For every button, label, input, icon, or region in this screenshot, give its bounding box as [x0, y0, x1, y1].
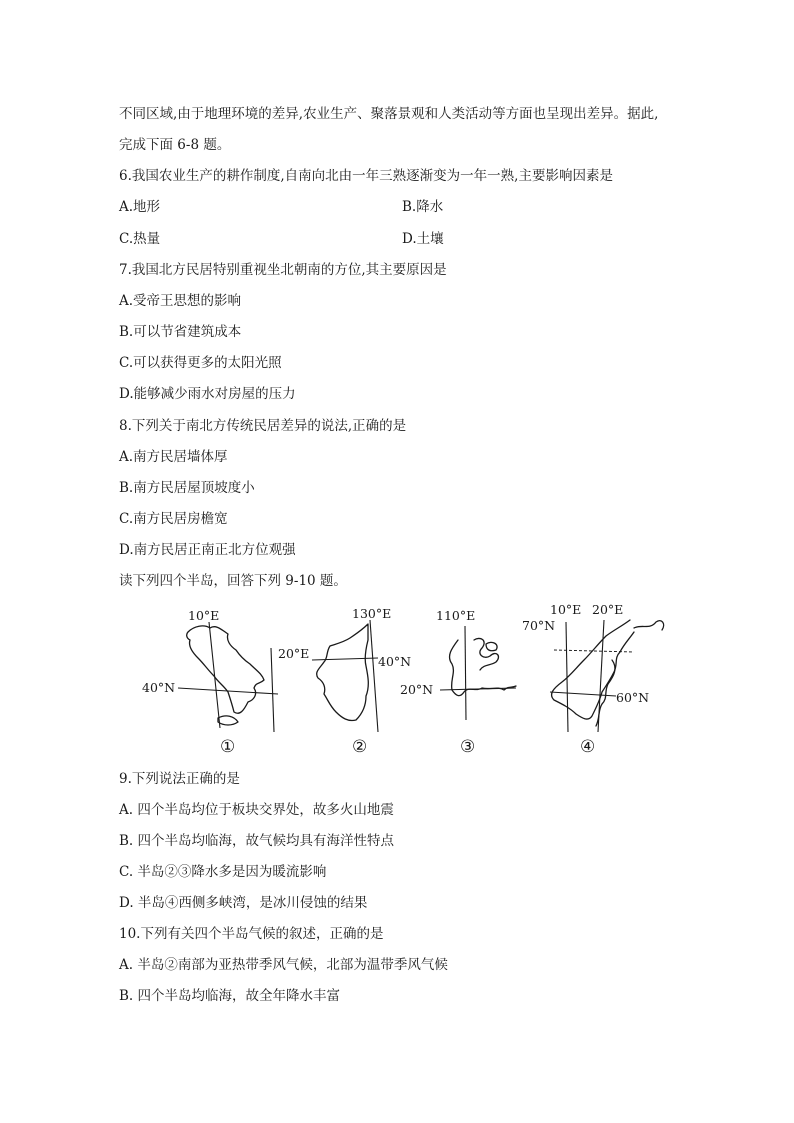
map-2-meridian-right	[370, 620, 378, 732]
q8-option-b: B.南方民居屋顶坡度小	[119, 480, 255, 496]
map-4-coast-arctic	[634, 621, 664, 630]
q9-option-c: C. 半岛②③降水多是因为暖流影响	[119, 864, 327, 880]
map-2-coast	[317, 624, 369, 721]
q6-option-b: B.降水	[402, 199, 444, 215]
q7-option-c: C.可以获得更多的太阳光照	[119, 355, 282, 371]
map-2-number: ②	[352, 737, 368, 757]
q9-option-b: B. 四个半岛均临海，故气候均具有海洋性特点	[119, 833, 395, 849]
q8-option-d: D.南方民居正南正北方位观强	[119, 542, 296, 558]
map-4-coast-east	[596, 660, 615, 726]
intro-line-2: 完成下面 6-8 题。	[119, 137, 231, 153]
q6-option-d: D.土壤	[402, 231, 444, 247]
q9-option-d: D. 半岛④西侧多峡湾，是冰川侵蚀的结果	[119, 895, 368, 911]
map-4-number: ④	[580, 737, 596, 757]
map-2-parallel	[312, 658, 378, 660]
peninsula-maps-svg	[130, 600, 670, 760]
q7-option-d: D.能够减少雨水对房屋的压力	[119, 386, 296, 402]
map-1-sicily	[218, 716, 238, 725]
map-2-lon1-label: 130°E	[352, 606, 392, 621]
q6-stem: 6.我国农业生产的耕作制度,自南向北由一年三熟逐渐变为一年一熟,主要影响因素是	[119, 168, 613, 184]
map-2	[271, 606, 411, 757]
map-1-coast	[187, 626, 264, 713]
map-2-lat-label: 40°N	[378, 654, 412, 669]
map-1-lat-label: 40°N	[142, 680, 176, 695]
q9-stem: 9.下列说法正确的是	[119, 771, 240, 787]
map-4-lat2-label: 60°N	[616, 690, 650, 705]
map-2-meridian-left	[271, 648, 274, 732]
map-3-lat-label: 20°N	[400, 682, 434, 697]
map-3-meridian	[465, 626, 466, 720]
q8-stem: 8.下列关于南北方传统民居差异的说法,正确的是	[119, 418, 407, 434]
q8-option-c: C.南方民居房檐宽	[119, 511, 228, 527]
q7-option-b: B.可以节省建筑成本	[119, 324, 242, 340]
q10-option-a: A. 半岛②南部为亚热带季风气候，北部为温带季风气候	[119, 957, 448, 973]
q9-option-a: A. 四个半岛均位于板块交界处，故多火山地震	[119, 802, 394, 818]
map-1-lon-label: 10°E	[188, 608, 220, 623]
map-1-meridian	[209, 622, 220, 728]
q10-stem: 10.下列有关四个半岛气候的叙述，正确的是	[119, 926, 384, 942]
q6-option-a: A.地形	[119, 199, 161, 215]
q10-option-b: B. 四个半岛均临海，故全年降水丰富	[119, 988, 341, 1004]
map-1-number: ①	[220, 737, 236, 757]
map-4-lon1-label: 10°E	[550, 602, 582, 617]
map-4-lon2-label: 20°E	[592, 602, 624, 617]
map-4-lat1-label: 70°N	[522, 618, 556, 633]
map-3-lon-label: 110°E	[436, 608, 476, 623]
q7-option-a: A.受帝王思想的影响	[119, 293, 242, 309]
map-3	[400, 608, 516, 757]
map-4	[522, 602, 664, 757]
map-3-number: ③	[460, 737, 476, 757]
q8-option-a: A.南方民居墙体厚	[119, 449, 228, 465]
q7-stem: 7.我国北方民居特别重视坐北朝南的方位,其主要原因是	[119, 262, 447, 278]
intro-line-1: 不同区域,由于地理环境的差异,农业生产、聚落景观和人类活动等方面也呈现出差异。据此,	[119, 106, 659, 122]
map-1	[142, 608, 278, 757]
map-3-island	[486, 642, 497, 650]
q6-option-c: C.热量	[119, 231, 161, 247]
intro-2: 读下列四个半岛，回答下列 9-10 题。	[119, 573, 347, 589]
peninsula-figure	[130, 600, 670, 760]
map-2-lon2-label: 20°E	[278, 646, 310, 661]
